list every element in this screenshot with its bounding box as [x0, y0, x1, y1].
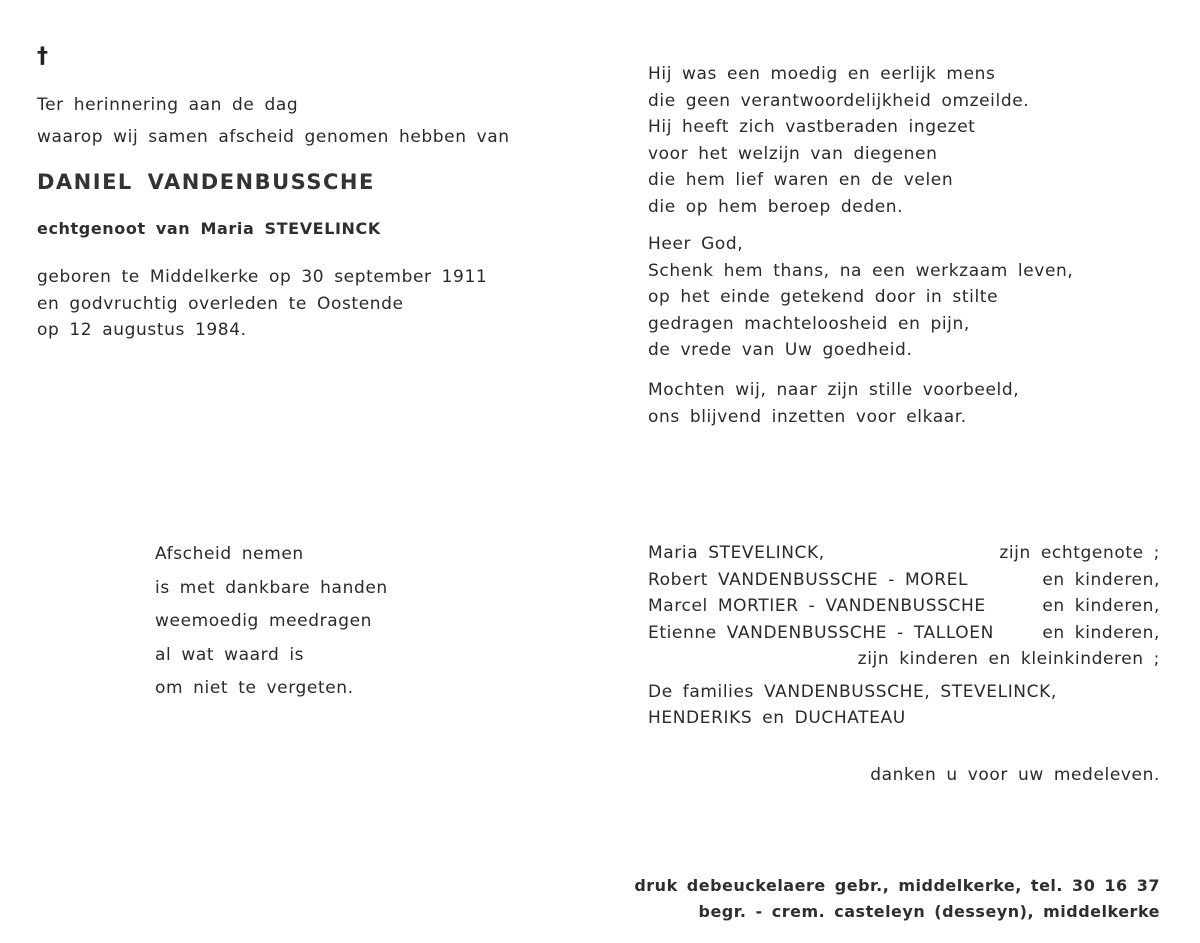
- poem-line: ons blijvend inzetten voor elkaar.: [648, 406, 967, 427]
- child-row: [648, 593, 1160, 620]
- child-row: [648, 567, 1160, 594]
- birth-line: geboren te Middelkerke op 30 september 1911: [37, 267, 488, 287]
- death-line: en godvruchtig overleden te Oostende: [37, 293, 404, 314]
- spouse-line: echtgenoot van Maria STEVELINCK: [37, 219, 381, 238]
- printer-credit: druk debeuckelaere gebr., middelkerke, tel. 30 16 37: [634, 876, 1160, 895]
- poem-stanza-1: [648, 61, 1029, 220]
- child-name: Marcel MORTIER - VANDENBUSSCHE: [648, 596, 986, 616]
- verse-line: Afscheid nemen: [155, 544, 304, 564]
- poem-line: Heer God,: [648, 234, 744, 254]
- verse-line: om niet te vergeten.: [155, 678, 354, 698]
- birth-death-info: [37, 264, 487, 344]
- spouse-row: [648, 540, 1160, 567]
- poem-line: voor het welzijn van diegenen: [648, 143, 938, 164]
- deceased-name: DANIEL VANDENBUSSCHE: [37, 170, 375, 194]
- death-date-line: op 12 augustus 1984.: [37, 320, 247, 340]
- families-line: De families VANDENBUSSCHE, STEVELINCK,: [648, 681, 1057, 702]
- intro-line: Ter herinnering aan de dag: [37, 95, 299, 115]
- thanks-line: danken u voor uw medeleven.: [870, 765, 1160, 785]
- child-suffix: en kinderen,: [1042, 569, 1160, 590]
- poem-stanza-2: [648, 231, 1073, 364]
- cross-symbol: †: [37, 44, 48, 69]
- intro-line: waarop wij samen afscheid genomen hebben van: [37, 127, 510, 147]
- poem-line: gedragen machteloosheid en pijn,: [648, 313, 970, 334]
- footer-credits: [634, 873, 1160, 925]
- poem-line: Hij heeft zich vastberaden ingezet: [648, 117, 976, 137]
- child-name: Robert VANDENBUSSCHE - MOREL: [648, 569, 969, 590]
- child-suffix: en kinderen,: [1042, 596, 1160, 616]
- verse-line: al wat waard is: [155, 644, 305, 665]
- intro-text: [37, 89, 510, 153]
- poem-line: Schenk hem thans, na een werkzaam leven,: [648, 260, 1074, 281]
- family-list: [648, 540, 1160, 732]
- poem-line: die hem lief waren en de velen: [648, 170, 954, 190]
- poem-line: die geen verantwoordelijkheid omzeilde.: [648, 90, 1030, 111]
- poem-line: op het einde getekend door in stilte: [648, 287, 999, 307]
- spouse-name: Maria STEVELINCK,: [648, 543, 825, 563]
- poem-line: die op hem beroep deden.: [648, 196, 904, 217]
- poem-line: Mochten wij, naar zijn stille voorbeeld,: [648, 380, 1020, 400]
- undertaker-credit: begr. - crem. casteleyn (desseyn), middelkerke: [698, 902, 1160, 921]
- child-suffix: en kinderen,: [1042, 622, 1160, 643]
- poem-stanza-3: [648, 377, 1019, 430]
- families-line: HENDERIKS en DUCHATEAU: [648, 708, 906, 728]
- child-row: [648, 620, 1160, 647]
- children-role: zijn kinderen en kleinkinderen ;: [857, 649, 1160, 669]
- poem-line: Hij was een moedig en eerlijk mens: [648, 64, 996, 84]
- poem-line: de vrede van Uw goedheid.: [648, 340, 913, 360]
- spouse-role: zijn echtgenote ;: [999, 543, 1160, 563]
- child-name: Etienne VANDENBUSSCHE - TALLOEN: [648, 622, 994, 643]
- farewell-verse: [155, 538, 388, 706]
- verse-line: is met dankbare handen: [155, 577, 388, 598]
- verse-line: weemoedig meedragen: [155, 611, 373, 631]
